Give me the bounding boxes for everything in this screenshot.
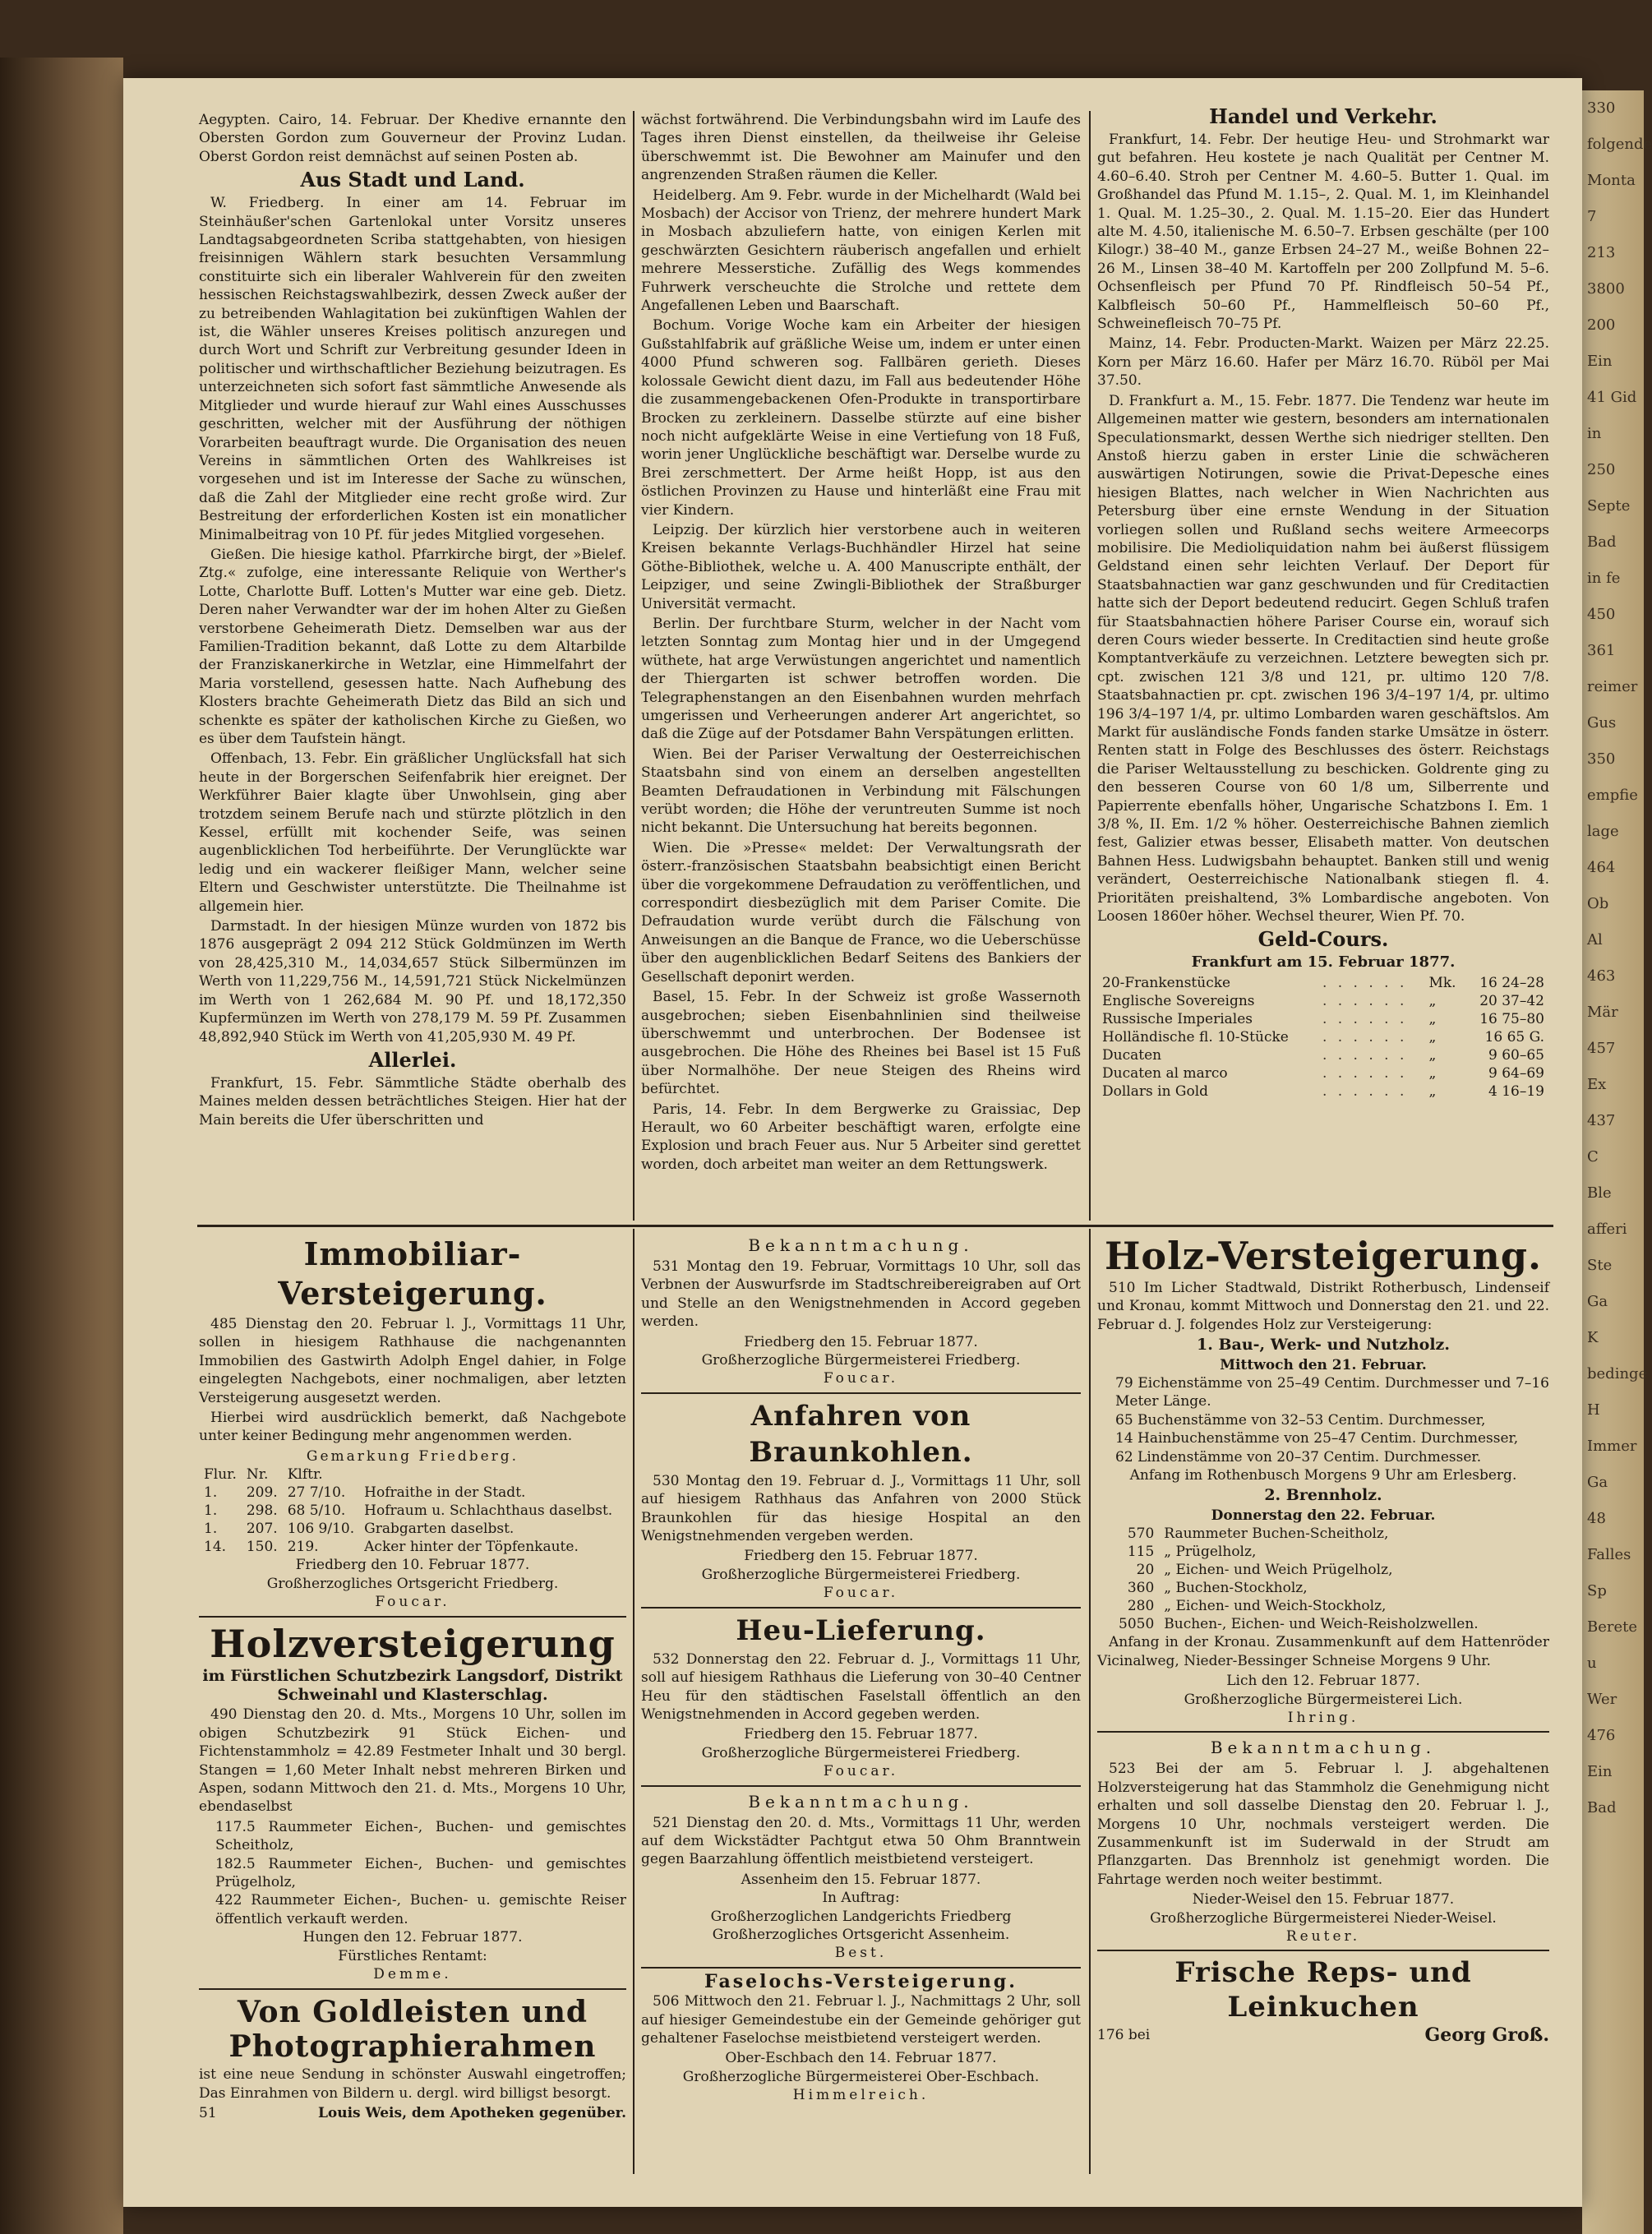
ad-bek2-signature-2: Großherzoglichen Landgerichts Friedberg	[710, 1908, 1012, 1925]
ad-title-goldleisten: Von Goldleisten und Photographierahmen	[228, 1995, 597, 2065]
ad-title-faselochs: Faselochs-Versteigerung.	[704, 1970, 1018, 1992]
geld-cours-row	[1097, 974, 1549, 992]
ad-bek2-signature-3: Großherzogliches Ortsgericht Assenheim.	[712, 1926, 1010, 1943]
next-page-fragment: Ste	[1587, 1257, 1613, 1274]
article-giessen: Gießen. Die hiesige kathol. Pfarrkirche birgt, der »Bielef. Ztg.« zufolge, eine interessante Reliquie von Werther's Lotte, Charlotte Buff. Lotten's Mutter war eine geb. Dietz. Deren naher Verwandter war der im hohen Alter zu Gießen verstorbene Geheimerath Dietz. Demselben war aus der Familien-Tradition bekannt, daß Lotte zu dem Altarbilde der Franziskanerkirche in Wetzlar, eine Himmelfahrt der Maria vorstellend, gesessen hatte. Nach Aufhebung des Klosters brachte Geheimerath Dietz das Bild an sich und schenkte es später der katholischen Kirche zu Gießen, wo es über dem Taufstein hängt.	[199, 546, 626, 747]
next-page-fragment: Bad	[1587, 1799, 1617, 1816]
leader-dots: . . . . . .	[1322, 1064, 1408, 1082]
ad-rule	[641, 1607, 1081, 1609]
currency-value: 9 64–69	[1488, 1064, 1544, 1082]
ad-bek1-text: 531 Montag den 19. Februar, Vormittags 10 Uhr, soll das Verbnen der Auswurfsrde im Stadtschreibereigraben auf Ort und Stelle an den Wenigstnehmenden in Accord gegeben werden.	[641, 1258, 1081, 1331]
next-page-fragment: Gus	[1587, 714, 1617, 732]
next-page-fragment: Immer	[1587, 1438, 1637, 1455]
col-klftr: Klftr.	[287, 1466, 323, 1484]
ad-heu-signature: Großherzogliche Bürgermeisterei Friedberg.	[701, 1744, 1021, 1761]
holz-item: 422 Raummeter Eichen-, Buchen- u. gemischte Reiser öffentlich verkauft werden.	[215, 1892, 626, 1927]
currency-name: Holländische fl. 10-Stücke	[1102, 1028, 1289, 1045]
ad-reps-bei: bei	[1128, 2027, 1151, 2044]
ad-rule	[199, 1616, 626, 1618]
holz-item: 182.5 Raummeter Eichen-, Buchen- und gemischtes Prügelholz,	[215, 1855, 626, 1890]
ad-holz-signature: Fürstliches Rentamt:	[338, 1947, 487, 1964]
leader-dots: . . . . . .	[1322, 1046, 1408, 1064]
brennholz-desc: „ Eichen- und Weich-Stockholz,	[1164, 1598, 1387, 1615]
currency-unit: „	[1428, 1082, 1437, 1100]
ads-column-2	[641, 1233, 1081, 2105]
next-page-fragment: Al	[1587, 931, 1603, 949]
article-friedberg: W. Friedberg. In einer am 14. Februar im Steinhäußer'schen Gartenlokal unter Vorsitz unseres Landtagsabgeordneten Scriba stattgehabten, von hiesigen freisinnigen Wählern stark besuchten Versammlung constituirte sich ein liberaler Wahlverein für den zweiten hessischen Reichstagswahlbezirk, dessen Zweck außer der zu betreibenden Wahlagitation bei zukünftigen Wahlen der ist, die Wähler unseres Kreises politisch anzuregen und durch Wort und Schrift zur Verbreitung gesunder Ideen in politischer und wirthschaftlicher Beziehung beizutragen. Es unterzeichneten sich sofort fast sämmtliche Anwesende als Mitglieder und wurde hierauf zur Wahl eines Ausschusses geschritten, welcher mit der Ausführung der nöthigen Vorarbeiten beauftragt wurde. Die Organisation des neuen Vereins in sämmtlichen Orten des Wahlkreises ist vorgesehen und ist im Interesse der Sache zu wünschen, daß die Zahl der Mitglieder eine recht große wird. Zur Bestreitung der erforderlichen Kosten ist ein monatlicher Minimalbeitrag von 10 Pf. für jedes Mitglied vorgesehen.	[199, 195, 626, 543]
ad-title-holz-versteigerung: Holz-Versteigerung.	[1104, 1234, 1543, 1278]
holz3-item: 79 Eichenstämme von 25–49 Centim. Durchmesser und 7–16 Meter Länge.	[1115, 1375, 1549, 1410]
article-leipzig: Leipzig. Der kürzlich hier verstorbene auch in weiteren Kreisen bekannte Verlags-Buchhändler Hirzel hat seine Göthe-Bibliothek, welche u. A. 400 Manuscripte enthält, der Leipziger, und seine Zwingli-Bibliothek der Straßburger Universität vermacht.	[641, 521, 1081, 612]
currency-unit: Mk.	[1428, 974, 1456, 991]
next-page-fragment: lage	[1587, 823, 1619, 840]
next-page-fragment: H	[1587, 1401, 1600, 1419]
commerce-column	[1097, 103, 1549, 1101]
ad-holz3-section-1: 1. Bau-, Werk- und Nutzholz.	[1197, 1336, 1450, 1355]
next-page-fragment: Ein	[1587, 353, 1613, 370]
ad-column-rule-1	[633, 1229, 634, 2174]
column-rule-1	[633, 111, 634, 1221]
next-page-fragment: Ob	[1587, 895, 1609, 912]
ad-immobiliar-gemarkung: Gemarkung Friedberg.	[306, 1447, 519, 1465]
immobilie-cell: 219.	[287, 1539, 319, 1556]
market-mainz: Mainz, 14. Febr. Producten-Markt. Waizen per März 22.25. Korn per März 16.60. Hafer per März 16.70. Rüböl per Mai 37.50.	[1097, 335, 1549, 390]
next-page-fragment: Berete	[1587, 1618, 1638, 1636]
currency-value: 16 75–80	[1479, 1010, 1544, 1027]
next-page-fragment: 350	[1587, 750, 1616, 768]
ad-holz3-signature-name: Ihring.	[1287, 1709, 1359, 1726]
geld-cours-row	[1097, 1082, 1549, 1101]
ad-holz3-signature: Großherzogliche Bürgermeisterei Lich.	[1184, 1691, 1463, 1708]
brennholz-row	[1114, 1543, 1484, 1561]
ad-fasel-text: 506 Mittwoch den 21. Februar l. J., Nachmittags 2 Uhr, soll auf hiesiger Gemeindestube ein der Gemeinde gehöriger gut gehaltener Faselochse meistbietend versteigert werden.	[641, 1993, 1081, 2047]
brennholz-row	[1114, 1525, 1484, 1543]
ad-title-heu-lieferung: Heu-Lieferung.	[736, 1613, 986, 1647]
ad-rule	[641, 1785, 1081, 1787]
ad-goldleisten-text: ist eine neue Sendung in schönster Auswahl eingetroffen; Das Einrahmen von Bildern u. dergl. wird billigst besorgt.	[199, 2066, 626, 2102]
immobilie-cell: 27 7/10.	[287, 1484, 346, 1502]
section-heading-geld-cours: Geld-Cours.	[1257, 927, 1389, 952]
ad-bek1-signature-name: Foucar.	[823, 1370, 899, 1387]
section-heading-handel: Handel und Verkehr.	[1209, 104, 1437, 128]
ad-title-bekanntmachung-3: Bekanntmachung.	[1210, 1738, 1437, 1758]
ad-goldleisten-footer	[199, 2104, 626, 2122]
ad-immobiliar-signature: Großherzogliches Ortsgericht Friedberg.	[266, 1575, 559, 1592]
ad-heu-signature-name: Foucar.	[823, 1763, 899, 1780]
ad-holz3-text: 510 Im Licher Stadtwald, Distrikt Rotherbusch, Lindenseif und Kronau, kommt Mittwoch und Donnerstag den 21. und 22. Februar d. J. folgendes Holz zur Versteigerung:	[1097, 1280, 1549, 1333]
immobilie-cell: 14.	[204, 1539, 227, 1556]
immobilie-cell: Acker hinter der Töpfenkaute.	[364, 1539, 579, 1556]
ad-bek1-date: Friedberg den 15. Februar 1877.	[744, 1333, 978, 1350]
ad-immobiliar-signature-name: Foucar.	[375, 1594, 450, 1611]
ad-rule	[1097, 1950, 1549, 1951]
col-nr: Nr.	[246, 1466, 269, 1484]
brennholz-amount: 20	[1136, 1562, 1155, 1579]
ad-holz3-section-2: 2. Brennholz.	[1264, 1486, 1382, 1505]
ad-holz-text: 490 Dienstag den 20. d. Mts., Morgens 10 Uhr, sollen im obigen Schutzbezirk 91 Stück Eichen- und Fichtenstammholz = 42.89 Festmeter Inhalt und 30 bergl. Stangen = 1,60 Meter Inhalt nebst mehreren Birken und Aspen, sodann Mittwoch den 21. d. Mts., Morgens 10 Uhr, ebendaselbst	[199, 1706, 626, 1816]
article-wien-2: Wien. Die »Presse« meldet: Der Verwaltungsrath der österr.-französischen Staatsbahn beabsichtigt einen Bericht über die vorgekommene Defraudation zu veröffentlichen, und correspondirt diesbezüglich mit dem Pariser Comite. Die Defraudation wurde verübt durch die Fälschung von Anweisungen an die Banque de France, wo die Ueberschüsse über den augenblicklichen Bedarf Seitens des Bankiers der Gesellschaft deponirt werden.	[641, 839, 1081, 985]
article-bochum: Bochum. Vorige Woche kam ein Arbeiter der hiesigen Gußstahlfabrik auf gräßliche Weise um, indem er unter einen 4000 Pfund schweren sog. Fallbären gerieth. Dieses kolossale Gewicht dient dazu, im Fall aus bedeutender Höhe die zusammengebackenen Ofen-Produkte in transportirbare Brocken zu zerkleinern. Dasselbe stürzte auf eine bisher noch nicht aufgeklärte Weise in eine Vertiefung von 18 Fuß, worin jener Unglückliche beschäftigt war. Derselbe wurde zu Brei zerschmettert. Der Arme heißt Hopp, ist aus den östlichen Provinzen zu Hause und hinterläßt eine Frau mit vier Kindern.	[641, 317, 1081, 519]
brennholz-amount: 360	[1127, 1580, 1155, 1597]
article-basel: Basel, 15. Febr. In der Schweiz ist große Wassernoth ausgebrochen; sieben Eisenbahnlinien sind theilweise überschwemmt und unterbrochen. Der Bodensee ist ausgebrochen. Die Höhe des Rheines bei Basel ist 15 Fuß über Normalhöhe. Der neue Steigen des Rheins wird befürchtet.	[641, 989, 1081, 1098]
currency-value: 16 24–28	[1479, 974, 1544, 991]
next-page-fragment: Falles	[1587, 1546, 1631, 1563]
next-page-fragment: 200	[1587, 316, 1616, 334]
next-page-fragment: 48	[1587, 1510, 1606, 1527]
next-page-fragment: reimer	[1587, 678, 1638, 695]
next-page-fragment: 250	[1587, 461, 1616, 478]
page-divider-rule	[197, 1225, 1553, 1227]
immobilie-row	[199, 1502, 617, 1520]
next-page-fragment: u	[1587, 1655, 1597, 1672]
currency-value: 9 60–65	[1488, 1046, 1544, 1064]
brennholz-amount: 115	[1127, 1544, 1155, 1561]
ad-title-reps-leinkuchen: Frische Reps- und Leinkuchen	[1174, 1956, 1472, 2024]
immobilie-cell: 68 5/10.	[287, 1502, 346, 1520]
next-page-fragment: 476	[1587, 1727, 1616, 1744]
leader-dots: . . . . . .	[1322, 1082, 1408, 1100]
brennholz-row	[1114, 1561, 1484, 1579]
col-flur: Flur.	[204, 1466, 237, 1484]
brennholz-row	[1114, 1579, 1484, 1597]
ad-holz-signature-name: Demme.	[373, 1965, 452, 1982]
ad-braun-signature-name: Foucar.	[823, 1585, 899, 1602]
ad-title-holzversteigerung: Holzversteigerung	[210, 1622, 616, 1667]
next-page-fragment: empfie	[1587, 787, 1638, 804]
book-spine-edge-left	[0, 58, 123, 2234]
ad-title-braunkohlen: Anfahren von Braunkohlen.	[749, 1399, 973, 1469]
leader-dots: . . . . . .	[1322, 992, 1408, 1009]
next-page-fragment: Wer	[1587, 1691, 1617, 1708]
ad-fasel-date: Ober-Eschbach den 14. Februar 1877.	[725, 2050, 997, 2067]
ad-bek2-text: 521 Dienstag den 20. d. Mts., Vormittags 11 Uhr, werden auf dem Wickstädter Pachtgut etwa 50 Ohm Branntwein gegen Baarzahlung öffentlich meistbietend versteigert.	[641, 1814, 1081, 1868]
next-page-fragment: K	[1587, 1329, 1599, 1346]
ad-fasel-signature: Großherzogliche Bürgermeisterei Ober-Eschbach.	[682, 2068, 1040, 2085]
ad-holz3-date: Lich den 12. Februar 1877.	[1226, 1673, 1420, 1690]
holz3-item: 14 Hainbuchenstämme von 25–47 Centim. Durchmesser,	[1115, 1430, 1519, 1447]
next-page-fragment: Ein	[1587, 1763, 1613, 1780]
holz3-item: 62 Lindenstämme von 20–37 Centim. Durchmesser.	[1115, 1448, 1482, 1465]
currency-unit: „	[1428, 992, 1437, 1009]
brennholz-desc: „ Prügelholz,	[1164, 1544, 1257, 1561]
ad-reps-signature: Georg Groß.	[1424, 2024, 1549, 2047]
immobilie-cell: 150.	[246, 1539, 278, 1556]
ad-bek3-signature-name: Reuter.	[1285, 1927, 1361, 1945]
newspaper-page	[123, 78, 1582, 2207]
currency-name: Ducaten	[1102, 1046, 1162, 1064]
currency-name: Russische Imperiales	[1102, 1010, 1253, 1027]
article-offenbach: Offenbach, 13. Febr. Ein gräßlicher Unglücksfall hat sich heute in der Borgerschen Seifenfabrik hier ereignet. Der Werkführer Baier klagte über Unwohlsein, ging aber trotzdem seinem Berufe nach und stürzte plötzlich in den Kessel, erfüllt mit kochender Seife, was seinen augenblicklichen Tod herbeiführte. Der Verunglückte war ledig und ein wackerer fleißiger Mann, welcher seine Eltern und Geschwister unterstützte. Die Theilnahme ist allgemein hier.	[199, 750, 626, 915]
ad-goldleisten-number: 51	[199, 2105, 217, 2122]
next-page-fragment: Ga	[1587, 1474, 1608, 1491]
ad-holz3-anfang-2: Anfang in der Kronau. Zusammenkunft auf dem Hattenröder Vicinalweg, Nieder-Bessinger Schneise Morgens 9 Uhr.	[1097, 1634, 1549, 1669]
ad-bek2-signature-1: In Auftrag:	[822, 1890, 900, 1907]
market-d-frankfurt: D. Frankfurt a. M., 15. Febr. 1877. Die Tendenz war heute im Allgemeinen matter wie gestern, besonders am internationalen Speculationsmarkt, dessen Werthe sich niedriger stellten. Den Anstoß hierzu gaben in erster Linie die schwächeren auswärtigen Notirungen, sowie die Privat-Depesche eines hiesigen Blattes, nach welcher in Wien Nachrichten aus Petersburg über eine ernste Wendung in der Situation vorliegen sollen und Rußland sechs weitere Armeecorps mobilisire. Die Medioliquidation nahm bei äußerst flüssigem Geldstand einen sehr leichten Verlauf. Der Deport für Staatsbahnactien war ganz geschwunden und für Creditactien hatte sich der Deport bedeutend reducirt. Gegen Schluß trafen für Staatsbahnactien höhere Pariser Course ein, worauf sich deren Cours wieder besserte. In Creditactien sind heute große Komptantverkäufe zu verzeichnen. Letztere bewegten sich pr. cpt. zwischen 121 3/8 und 121, pr. ultimo 120 7/8. Staatsbahnactien pr. cpt. zwischen 196 3/4–197 1/4, pr. ultimo 196 3/4–197 1/4, pr. ultimo Lombarden waren geschäftslos. Am Markt für ausländische Fonds fanden starke Umsätze in österr. Renten statt in Folge des Beschlusses des österr. Reichstags die Pariser Weltausstellung zu beschicken. Goldrente ging zu den besseren Course von 60 1/8 um, Silberrente und Papierrente ebenfalls höher, Ungarische Schatzbons I. Em. 1 3/8 %, II. Em. 1/2 % höher. Oesterreichische Bahnen ziemlich fest, Galizier etwas besser, Elisabeth matter. Von deutschen Bahnen Hess. Ludwigsbahn behauptet. Banken still und wenig verändert, Oesterreichische Nationalbank stiegen fl. 4. Prioritäten preishaltend, 3% Lombardische angeboten. Von Loosen 1860er höher. Wechsel theurer, Wien Pf. 70.	[1097, 392, 1549, 925]
ad-immobiliar-table	[199, 1465, 617, 1556]
ad-holz3-items-2	[1114, 1525, 1484, 1633]
leader-dots: . . . . . .	[1322, 1010, 1408, 1027]
next-page-fragment: folgende	[1587, 136, 1652, 153]
next-page-fragment: 3800	[1587, 280, 1625, 298]
ad-title-bekanntmachung-2: Bekanntmachung.	[748, 1791, 974, 1812]
immobilie-cell: 1.	[204, 1484, 218, 1502]
immobilie-cell: Hofraum u. Schlachthaus daselbst.	[364, 1502, 613, 1520]
geld-cours-subtitle: Frankfurt am 15. Februar 1877.	[1191, 953, 1456, 972]
ad-reps-number: 176	[1097, 2027, 1124, 2044]
currency-unit: „	[1428, 1046, 1437, 1064]
next-page-edge-right	[1582, 90, 1652, 2234]
immobilie-row	[199, 1538, 617, 1556]
immobilie-cell: 298.	[246, 1502, 278, 1520]
brennholz-row	[1114, 1597, 1484, 1615]
ads-column-1	[199, 1233, 626, 2123]
market-frankfurt: Frankfurt, 14. Febr. Der heutige Heu- und Strohmarkt war gut befahren. Heu kostete je nach Qualität per Centner M. 4.60–6.40. Stroh per Centner M. 4.60–5. Butter 1. Qual. im Großhandel das Pfund M. 1.15–, 2. Qual. M. 1, im Kleinhandel 1. Qual. M. 1.25–30., 2. Qual. M. 1.15–20. Eier das Hundert alte M. 4.50, italienische M. 6.50–7. Erbsen geschälte (per 100 Kilogr.) 38–40 M., ganze Erbsen 24–27 M., weiße Bohnen 22–26 M., Linsen 38–40 M. Kartoffeln per 200 Zollpfund M. 5–6. Ochsenfleisch per Pfund 70 Pf. Rindfleisch 50–54 Pf., Kalbfleisch 50–60 Pf., Hammelfleisch 50–60 Pf., Schweinefleisch 70–75 Pf.	[1097, 132, 1549, 333]
ad-immobiliar-text: 485 Dienstag den 20. Februar l. J., Vormittags 11 Uhr, sollen in hiesigem Rathhause die nachgenannten Immobilien des Gastwirth Adolph Engel dahier, in Folge eingelegten Nachgebots, einer nochmaligen, aber letzten Versteigerung ausgesetzt werden.	[199, 1316, 626, 1406]
geld-cours-table	[1097, 974, 1549, 1101]
article-flood-continued: wächst fortwährend. Die Verbindungsbahn wird im Laufe des Tages ihren Dienst einstellen, da theilweise ihr Geleise überschwemmt ist. Die Bewohner am Mainufer und den angrenzenden Straßen räumen die Keller.	[641, 112, 1081, 184]
currency-name: 20-Frankenstücke	[1102, 974, 1231, 991]
currency-unit: „	[1428, 1028, 1437, 1045]
next-page-fragment: Mär	[1587, 1004, 1618, 1021]
immobilie-cell: 207.	[246, 1521, 278, 1538]
next-page-fragment: Sp	[1587, 1582, 1607, 1599]
ad-braun-text: 530 Montag den 19. Februar d. J., Vormittags 11 Uhr, soll auf hiesigem Rathhaus das Anfahren von 2000 Stück Braunkohlen für das hiesige Hospital an den Wenigstnehmenden vergeben werden.	[641, 1472, 1081, 1545]
next-page-fragment: Ex	[1587, 1076, 1607, 1093]
next-page-fragment: Septe	[1587, 497, 1631, 515]
ad-rule	[199, 1988, 626, 1990]
ad-bek3-signature: Großherzogliche Bürgermeisterei Nieder-Weisel.	[1150, 1909, 1497, 1927]
brennholz-desc: Buchen-, Eichen- und Weich-Reisholzwellen.	[1164, 1616, 1479, 1633]
immobilie-cell: Hofraithe in der Stadt.	[364, 1484, 526, 1502]
article-berlin: Berlin. Der furchtbare Sturm, welcher in der Nacht vom letzten Sonntag zum Montag hier und in der Umgegend wüthete, hat arge Verwüstungen angerichtet und namentlich der Thiergarten ist schwer betroffen worden. Die Telegraphenstangen an den Eisenbahnen wurden mehrfach umgerissen und Verheerungen anderer Art angerichtet, so daß die Züge auf der Potsdamer Bahn Verspätungen erlitten.	[641, 615, 1081, 743]
brennholz-amount: 5050	[1119, 1616, 1155, 1633]
brennholz-amount: 570	[1127, 1525, 1155, 1543]
ad-rule	[641, 1967, 1081, 1969]
article-frankfurt-flood: Frankfurt, 15. Febr. Sämmtliche Städte oberhalb des Maines melden dessen beträchtliches Steigen. Hier hat der Main bereits die Ufer überschritten und	[199, 1074, 626, 1129]
currency-name: Ducaten al marco	[1102, 1064, 1228, 1082]
next-page-fragment: 450	[1587, 606, 1616, 623]
currency-value: 20 37–42	[1479, 992, 1544, 1009]
next-page-fragment: 457	[1587, 1040, 1616, 1057]
currency-unit: „	[1428, 1064, 1437, 1082]
ad-braun-date: Friedberg den 15. Februar 1877.	[744, 1548, 978, 1565]
ad-title-bekanntmachung-1: Bekanntmachung.	[748, 1235, 974, 1255]
immobilie-cell: 209.	[246, 1484, 278, 1502]
ad-holz3-items-1	[1097, 1374, 1549, 1466]
section-heading-stadt-und-land: Aus Stadt und Land.	[300, 168, 525, 192]
currency-value: 16 65 G.	[1484, 1028, 1544, 1045]
brennholz-desc: Raummeter Buchen-Scheitholz,	[1164, 1525, 1389, 1543]
next-page-fragment: 361	[1587, 642, 1616, 659]
next-page-fragment: 330	[1587, 99, 1616, 117]
ad-heu-text: 532 Donnerstag den 22. Februar d. J., Vormittags 11 Uhr, soll auf hiesigem Rathhaus die Lieferung von 30–40 Centner Heu für den städtischen Faselstall öffentlich an den Wenigstnehmenden in Accord gegeben werden.	[641, 1650, 1081, 1723]
article-paris: Paris, 14. Febr. In dem Bergwerke zu Graissiac, Dep Herault, wo 60 Arbeiter beschäftigt waren, erfolgte eine Explosion und brach Feuer aus. Nur 5 Arbeiter sind gerettet worden, doch arbeitet man weiter an dem Rettungswerk.	[641, 1101, 1081, 1173]
currency-name: Englische Sovereigns	[1102, 992, 1255, 1009]
ad-holz3-anfang-1: Anfang im Rothenbusch Morgens 9 Uhr am Erlesberg.	[1129, 1467, 1517, 1484]
next-page-fragment: C	[1587, 1148, 1599, 1165]
next-page-fragment: 7	[1587, 208, 1597, 225]
brennholz-desc: „ Eichen- und Weich Prügelholz,	[1164, 1562, 1393, 1579]
ad-holz-date: Hungen den 12. Februar 1877.	[302, 1929, 523, 1946]
ad-holz3-section-1-day: Mittwoch den 21. Februar.	[1220, 1356, 1427, 1373]
immobilie-cell: 1.	[204, 1502, 218, 1520]
ad-heu-date: Friedberg den 15. Februar 1877.	[744, 1726, 978, 1743]
next-page-fragment: 41 Gid	[1587, 389, 1637, 406]
article-wien: Wien. Bei der Pariser Verwaltung der Oesterreichischen Staatsbahn sind von einem an derselben angestellten Beamten Defraudationen in Verbindung mit Fälschungen verübt worden; die Höhe der veruntreuten Summe ist noch nicht bekannt. Die Untersuchung hat bereits begonnen.	[641, 745, 1081, 837]
currency-unit: „	[1428, 1010, 1437, 1027]
next-page-fragment: Ga	[1587, 1293, 1608, 1310]
holz-item: 117.5 Raummeter Eichen-, Buchen- und gemischtes Scheitholz,	[215, 1818, 626, 1854]
next-page-fragment: afferi	[1587, 1221, 1627, 1238]
article-aegypten: Aegypten. Cairo, 14. Februar. Der Khedive ernannte den Obersten Gordon zum Gouverneur der Provinz Ludan. Oberst Gordon reist demnächst auf seinen Posten ab.	[199, 112, 626, 165]
news-column-1	[199, 111, 626, 1131]
next-page-fragment: in fe	[1587, 570, 1621, 587]
brennholz-amount: 280	[1127, 1598, 1155, 1615]
next-page-fragment: Ble	[1587, 1184, 1612, 1202]
ad-braun-signature: Großherzogliche Bürgermeisterei Friedberg.	[701, 1566, 1021, 1583]
section-heading-allerlei: Allerlei.	[368, 1047, 457, 1072]
article-darmstadt: Darmstadt. In der hiesigen Münze wurden von 1872 bis 1876 ausgeprägt 2 094 212 Stück Goldmünzen im Werth von 28,425,310 M., 14,034,657 Stück Silbermünzen im Werth von 11,229,756 M., 14,591,721 Stück Nickelmünzen im Werth von 1 262,684 M. 90 Pf. und 18,172,350 Kupfermünzen im Werth von 278,179 M. 59 Pf. Zusammen 48,892,940 Stück im Werth von 41,205,930 M. 49 Pf.	[199, 918, 626, 1045]
immobilie-cell: 106 9/10.	[287, 1521, 355, 1538]
ad-bek3-text: 523 Bei der am 5. Februar l. J. abgehaltenen Holzversteigerung hat das Stammholz die Genehmigung nicht erhalten und soll dasselbe Dienstag den 20. Februar l. J., Morgens 10 Uhr, nochmals versteigert werden. Die Zusammenkunft ist im Suderwald in der Strudt am Pflanzgarten. Das Brennholz ist genehmigt worden. Die Fahrtage werden noch weiter bestimmt.	[1097, 1761, 1549, 1888]
leader-dots: . . . . . .	[1322, 974, 1408, 991]
column-rule-2	[1089, 111, 1091, 1221]
ad-column-rule-2	[1089, 1229, 1091, 2174]
ads-column-3	[1097, 1233, 1549, 2045]
immobilie-row	[199, 1520, 617, 1538]
ad-goldleisten-signature: Louis Weis, dem Apotheken gegenüber.	[317, 2105, 626, 2122]
brennholz-row	[1114, 1615, 1484, 1633]
brennholz-desc: „ Buchen-Stockholz,	[1164, 1580, 1308, 1597]
next-page-fragment: bedinge	[1587, 1365, 1648, 1382]
geld-cours-row	[1097, 1064, 1549, 1082]
geld-cours-row	[1097, 992, 1549, 1010]
ad-immobiliar-date: Friedberg den 10. Februar 1877.	[295, 1557, 530, 1574]
immobilie-cell: Grabgarten daselbst.	[364, 1521, 515, 1538]
immobilie-cell: 1.	[204, 1521, 218, 1538]
ad-holz-items	[199, 1818, 626, 1928]
next-page-fragment: 213	[1587, 244, 1616, 261]
ad-bek2-signature-name: Best.	[834, 1945, 888, 1962]
ad-bek2-date: Assenheim den 15. Februar 1877.	[741, 1871, 981, 1888]
ad-rule	[641, 1392, 1081, 1394]
next-page-fragment: 437	[1587, 1112, 1616, 1129]
next-page-fragment: Bad	[1587, 533, 1617, 551]
ad-bek3-date: Nieder-Weisel den 15. Februar 1877.	[1192, 1891, 1455, 1909]
geld-cours-row	[1097, 1010, 1549, 1028]
next-page-fragment: 464	[1587, 859, 1616, 876]
next-page-fragment: Monta	[1587, 172, 1636, 189]
immobilie-row	[199, 1484, 617, 1502]
currency-value: 4 16–19	[1488, 1082, 1544, 1100]
ad-immobiliar-note: Hierbei wird ausdrücklich bemerkt, daß Nachgebote unter keiner Bedingung mehr angenommen werden.	[199, 1410, 626, 1445]
ad-fasel-signature-name: Himmelreich.	[792, 2087, 930, 2104]
currency-name: Dollars in Gold	[1102, 1082, 1209, 1100]
ad-bek1-signature: Großherzogliche Bürgermeisterei Friedberg.	[701, 1352, 1021, 1369]
ad-rule	[1097, 1731, 1549, 1733]
ad-title-immobiliar: Immobiliar-Versteigerung.	[278, 1235, 547, 1312]
ad-holz3-section-2-day: Donnerstag den 22. Februar.	[1211, 1507, 1436, 1524]
ad-reps-footer	[1097, 2024, 1549, 2047]
article-heidelberg: Heidelberg. Am 9. Febr. wurde in der Michelhardt (Wald bei Mosbach) der Accisor von Trienz, der mehrere hundert Mark in Mosbach abzuliefern hatte, von einigen Kerlen mit geschwärzten Gesichtern räuberisch angefallen und erhielt mehrere Messerstiche. Zufällig des Wegs kommendes Fuhrwerk verscheuchte die Strolche und rettete dem Angefallenen Leben und Baarschaft.	[641, 187, 1081, 315]
next-page-fragment: in	[1587, 425, 1602, 442]
geld-cours-row	[1097, 1046, 1549, 1064]
leader-dots: . . . . . .	[1322, 1028, 1408, 1045]
geld-cours-row	[1097, 1028, 1549, 1046]
next-page-fragment: 463	[1587, 967, 1616, 985]
news-column-2	[641, 111, 1081, 1175]
holz3-item: 65 Buchenstämme von 32–53 Centim. Durchmesser,	[1115, 1411, 1486, 1429]
ad-holz-subtitle: im Fürstlichen Schutzbezirk Langsdorf, Distrikt Schweinahl und Klasterschlag.	[202, 1667, 623, 1704]
